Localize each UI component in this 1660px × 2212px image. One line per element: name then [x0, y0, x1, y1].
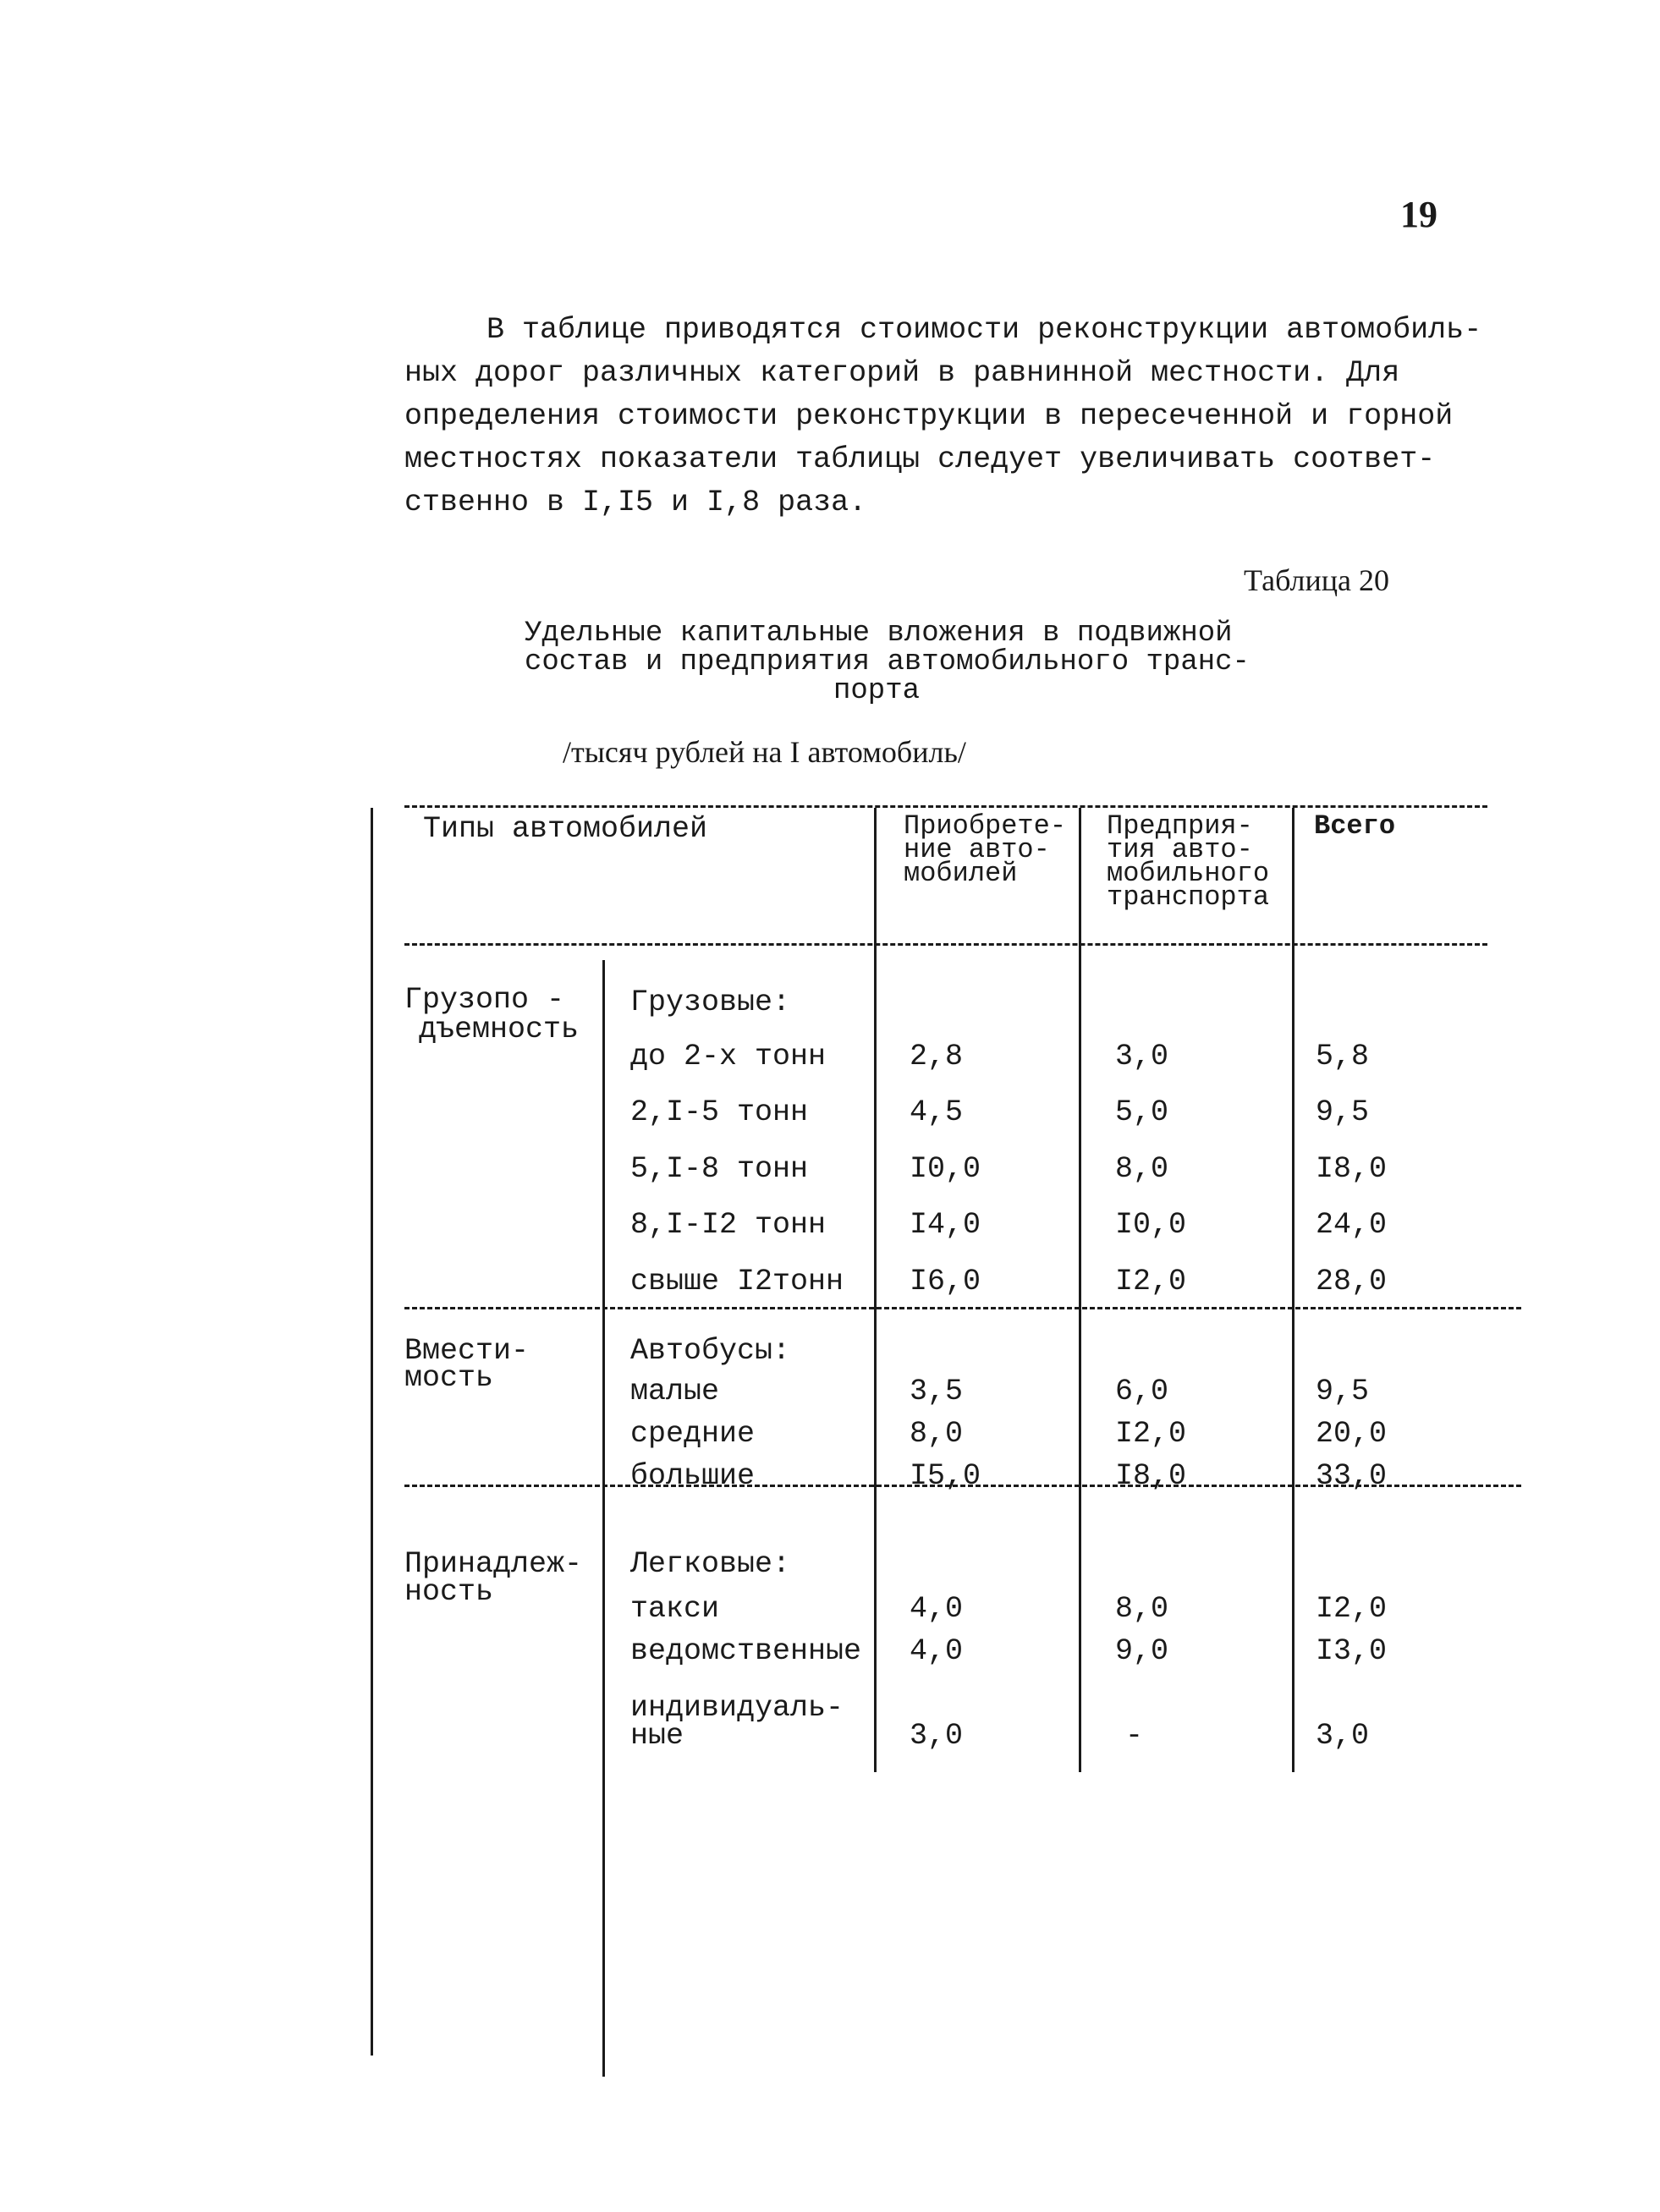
cell-total: 9,5 — [1316, 1095, 1370, 1129]
cell-enterprises: I8,0 — [1115, 1459, 1187, 1493]
cell-enterprises: 8,0 — [1115, 1592, 1169, 1626]
cell-purchase: 8,0 — [910, 1417, 964, 1451]
row-name: ведомственные — [630, 1634, 862, 1668]
header-purchase-line: Приобрете- — [904, 810, 1067, 842]
criterion-label: Грузопо - — [404, 983, 565, 1017]
cell-total: 3,0 — [1316, 1719, 1370, 1753]
cell-total: 33,0 — [1316, 1459, 1388, 1493]
cell-enterprises: 5,0 — [1115, 1095, 1169, 1129]
criterion-label: дъемность — [419, 1013, 580, 1046]
row-name: 8,I-I2 тонн — [630, 1208, 827, 1242]
header-purchase-line: ние авто- — [904, 834, 1050, 865]
cell-purchase: I0,0 — [910, 1152, 981, 1186]
header-types: Типы автомобилей — [423, 812, 708, 846]
cell-purchase: I5,0 — [910, 1459, 981, 1493]
row-name: свыше I2тонн — [630, 1265, 844, 1298]
cell-purchase: 4,0 — [910, 1592, 964, 1626]
header-purchase-line: мобилей — [904, 858, 1018, 889]
cell-enterprises: 8,0 — [1115, 1152, 1169, 1186]
category-label: Автобусы: — [630, 1334, 791, 1368]
column-divider-enterprises — [1079, 808, 1081, 1772]
title-line: порта — [833, 675, 921, 707]
top-rule — [404, 805, 1487, 808]
row-name: 2,I-5 тонн — [630, 1095, 809, 1129]
row-name: малые — [630, 1375, 720, 1408]
cell-total: 5,8 — [1316, 1040, 1370, 1073]
page-number: 19 — [1400, 194, 1437, 235]
group-rule — [404, 1307, 1521, 1309]
category-label: Легковые: — [630, 1547, 791, 1581]
cell-total: 28,0 — [1316, 1265, 1388, 1298]
header-enterprises-line: транспорта — [1107, 881, 1270, 913]
row-name: индивидуаль- — [630, 1691, 844, 1725]
cell-enterprises: I2,0 — [1115, 1417, 1187, 1451]
cell-total: 24,0 — [1316, 1208, 1388, 1242]
cell-purchase: 4,0 — [910, 1634, 964, 1668]
table-label: Таблица 20 — [1244, 563, 1389, 597]
cell-total: I3,0 — [1316, 1634, 1388, 1668]
cell-enterprises: 6,0 — [1115, 1375, 1169, 1408]
header-enterprises-line: Предприя- — [1107, 810, 1253, 842]
paragraph-line: определения стоимости реконструкции в пересеченной и горной — [404, 399, 1454, 433]
row-name: такси — [630, 1592, 720, 1626]
cell-purchase: I6,0 — [910, 1265, 981, 1298]
criterion-label: мость — [404, 1361, 494, 1395]
units-note: /тысяч рублей на I автомобиль/ — [563, 735, 966, 769]
cell-enterprises: - — [1125, 1719, 1144, 1753]
column-divider-purchase — [874, 808, 877, 1772]
criterion-label: Вмести- — [404, 1334, 530, 1368]
cell-enterprises: 3,0 — [1115, 1040, 1169, 1073]
paragraph-line: ственно в I,I5 и I,8 раза. — [404, 486, 867, 519]
criterion-label: ность — [404, 1575, 494, 1609]
cell-total: I2,0 — [1316, 1592, 1388, 1626]
cell-purchase: 3,0 — [910, 1719, 964, 1753]
table-border-left — [371, 808, 373, 2056]
header-enterprises-line: мобильного — [1107, 858, 1270, 889]
paragraph-line: ных дорог различных категорий в равнинной местности. Для — [404, 356, 1400, 390]
header-enterprises-line: тия авто- — [1107, 834, 1253, 865]
cell-purchase: 3,5 — [910, 1375, 964, 1408]
cell-total: 9,5 — [1316, 1375, 1370, 1408]
row-name: до 2-х тонн — [630, 1040, 827, 1073]
cell-enterprises: 9,0 — [1115, 1634, 1169, 1668]
column-divider-criterion — [602, 960, 605, 2077]
header-total: Всего — [1314, 810, 1396, 842]
cell-total: I8,0 — [1316, 1152, 1388, 1186]
cell-purchase: 2,8 — [910, 1040, 964, 1073]
column-divider-total — [1292, 808, 1294, 1772]
row-name: большие — [630, 1459, 756, 1493]
row-name: ные — [630, 1719, 684, 1753]
category-label: Грузовые: — [630, 985, 791, 1019]
paragraph-line: местностях показатели таблицы следует увеличивать соответ- — [404, 442, 1436, 476]
row-name: 5,I-8 тонн — [630, 1152, 809, 1186]
title-line: Удельные капитальные вложения в подвижной — [525, 617, 1233, 650]
title-line: состав и предприятия автомобильного транс- — [525, 646, 1250, 678]
paragraph-line: В таблице приводятся стоимости реконструкции автомобиль- — [486, 313, 1482, 347]
row-name: средние — [630, 1417, 756, 1451]
cell-total: 20,0 — [1316, 1417, 1388, 1451]
cell-enterprises: I0,0 — [1115, 1208, 1187, 1242]
cell-purchase: 4,5 — [910, 1095, 964, 1129]
cell-purchase: I4,0 — [910, 1208, 981, 1242]
header-rule — [404, 943, 1487, 946]
criterion-label: Принадлеж- — [404, 1547, 583, 1581]
cell-enterprises: I2,0 — [1115, 1265, 1187, 1298]
